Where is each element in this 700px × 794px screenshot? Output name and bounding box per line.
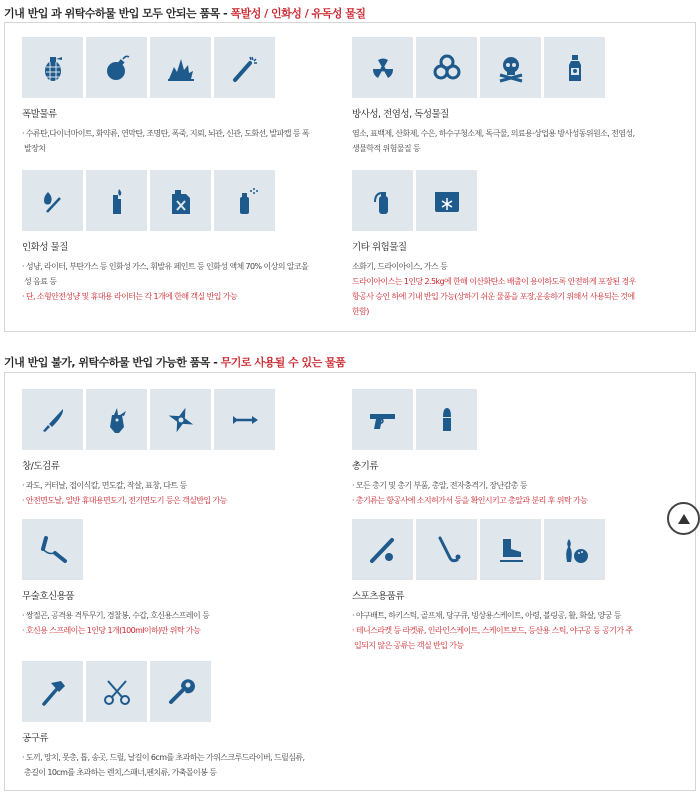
grenade-icon — [22, 37, 83, 98]
bowling-icon — [544, 519, 605, 580]
shuriken-icon — [150, 389, 211, 450]
checked-only-panel — [4, 372, 696, 791]
prohibited-all-panel — [4, 22, 696, 332]
match-icon — [22, 170, 83, 231]
baseball-bat-icon — [352, 519, 413, 580]
category-tools — [22, 661, 344, 780]
bomb-icon — [86, 37, 147, 98]
category-note: 드라이아이스는 1인당 2.5kg에 한해 이산화탄소 배출이 용이하도록 안전하게 포장된 경우 — [352, 277, 636, 286]
knife-icon — [22, 389, 83, 450]
category-title: 기타 위험물질 — [352, 242, 407, 253]
extinguisher-icon — [352, 170, 413, 231]
category-note-cont: 한함) — [352, 307, 369, 316]
pistol-icon — [352, 389, 413, 450]
category-note: · 단, 소형안전성냥 및 휴대용 라이터는 각 1개에 한해 객실 반입 가능 — [22, 292, 238, 301]
nunchaku-icon — [22, 519, 83, 580]
radiation-icon — [352, 37, 413, 98]
category-note: · 호신용 스프레이는 1인당 1개(100ml이하)만 위탁 가능 — [22, 626, 201, 635]
category-blades — [22, 389, 344, 508]
jerrycan-icon — [150, 170, 211, 231]
category-title: 인화성 물질 — [22, 242, 68, 253]
category-title: 폭발물류 — [22, 109, 57, 120]
category-desc-cont: 발장치 — [24, 144, 46, 153]
category-note: · 안전면도날, 일반 휴대용면도기, 전기면도기 등은 객실반입 가능 — [22, 496, 227, 505]
category-desc: 소화기, 드라이아이스, 가스 등 — [352, 262, 448, 271]
category-sports — [352, 519, 687, 653]
category-title: 무술호신용품 — [22, 591, 75, 602]
category-desc: · 수류탄,다이너마이트, 화약류, 연막탄, 조명탄, 폭죽, 지뢰, 뇌관, 신관, 도화선, 발파캡 등 폭 — [22, 129, 310, 138]
category-desc: · 성냥, 라이터, 부탄가스 등 인화성 가스, 휘발유 페인트 등 인화성 액체 70% 이상의 알코올 — [22, 262, 309, 271]
category-desc: · 모든 총기 및 총기 부품, 총알, 전자충격기, 장난감총 등 — [352, 481, 527, 490]
category-flammable — [22, 170, 344, 304]
category-desc-cont: 총길이 10cm를 초과하는 렌치,스패너,펜치류, 가축몰이봉 등 — [24, 768, 217, 777]
section-title-checked-only: 기내 반입 불가, 위탁수하물 반입 가능한 품목 - 무기로 사용될 수 있는 물품 — [4, 356, 346, 369]
category-desc: 염소, 표백제, 산화제, 수은, 하수구청소제, 독극물, 의료용·상업용 방사성동위원소, 전염성, — [352, 129, 635, 138]
section-title-prohibited-all: 기내 반입 과 위탁수하물 반입 모두 안되는 품목 - 폭발성 / 인화성 / 유독성 물질 — [4, 7, 366, 20]
category-title: 방사성, 전염성, 독성물질 — [352, 109, 449, 120]
category-title: 창/도검류 — [22, 461, 60, 472]
hockey-stick-icon — [416, 519, 477, 580]
dart-icon — [214, 389, 275, 450]
poison-bottle-icon — [544, 37, 605, 98]
dry-ice-box-icon — [416, 170, 477, 231]
category-guns — [352, 389, 687, 508]
category-desc: · 도끼, 망치, 못총, 톱, 송곳, 드릴, 날길이 6cm를 초과하는 가위스크루드라이버, 드릴심류, — [22, 753, 305, 762]
category-martial — [22, 519, 344, 638]
category-title: 총기류 — [352, 461, 379, 472]
bullet-icon — [416, 389, 477, 450]
category-desc: · 과도, 커터날, 접이식칼, 면도칼, 작살, 표창, 다트 등 — [22, 481, 187, 490]
multitool-icon — [86, 389, 147, 450]
category-note: · 총기류는 항공사에 소지허가서 등을 확인시키고 총알과 분리 후 위탁 가능 — [352, 496, 588, 505]
sparkler-icon — [214, 37, 275, 98]
wrench-icon — [150, 661, 211, 722]
skate-icon — [480, 519, 541, 580]
scroll-to-top-button[interactable] — [667, 502, 700, 535]
category-desc-cont: 생물학적 위험물질 등 — [352, 144, 421, 153]
lighter-icon — [86, 170, 147, 231]
spray-can-icon — [214, 170, 275, 231]
category-note: · 테니스라켓 등 라켓류, 인라인스케이트, 스케이트보드, 등산용 스틱, 야구공 등 공기가 주 — [352, 626, 633, 635]
category-desc-cont: 성 음료 등 — [24, 277, 57, 286]
biohazard-icon — [416, 37, 477, 98]
scissors-icon — [86, 661, 147, 722]
category-note-cont: 입되지 않은 공류는 객실 반입 가능 — [354, 641, 464, 650]
category-other-hazard — [352, 170, 687, 319]
category-title: 공구류 — [22, 733, 49, 744]
category-title: 스포츠용품류 — [352, 591, 405, 602]
skull-icon — [480, 37, 541, 98]
arrow-up-icon — [677, 513, 691, 525]
category-note-cont: 항공사 승인 하에 기내 반입 가능(상하기 쉬운 물품을 포장,운송하기 위해서 사용되는 것에 — [352, 292, 635, 301]
category-explosives — [22, 37, 344, 156]
explosion-icon — [150, 37, 211, 98]
hammer-icon — [22, 661, 83, 722]
category-desc: · 야구배트, 하키스틱, 골프채, 당구큐, 빙상용스케이트, 아령, 볼링공, 활, 화살, 양궁 등 — [352, 611, 621, 620]
category-desc: · 쌍절곤, 공격용 격투무기, 경찰봉, 수갑, 호신용스프레이 등 — [22, 611, 210, 620]
category-radioactive — [352, 37, 687, 156]
